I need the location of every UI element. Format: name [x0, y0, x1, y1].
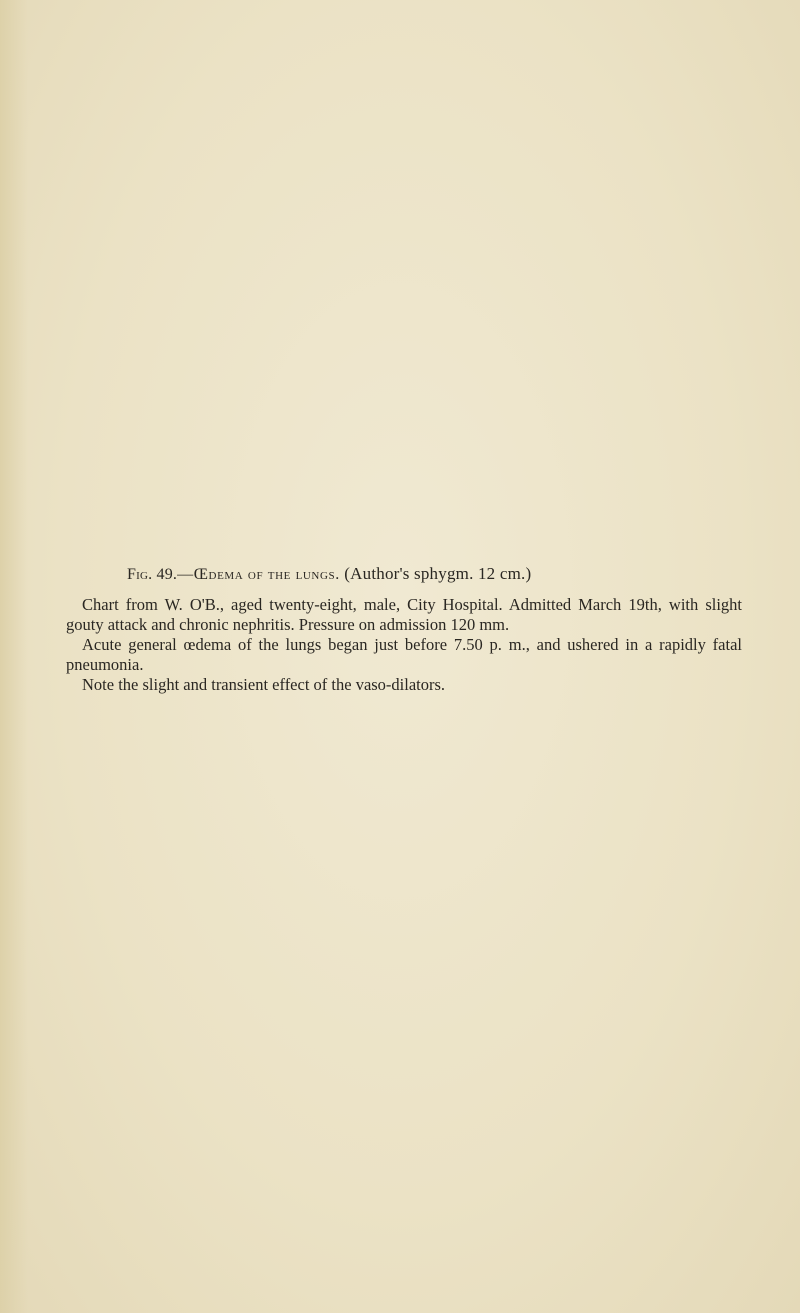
caption-paragraph-3: Note the slight and transient effect of the vaso-dilators.: [82, 675, 446, 694]
figure-caption: [66, 563, 742, 695]
figure-subject: —Œdema of the lungs.: [177, 566, 340, 583]
page-gutter-shadow: [0, 0, 28, 1313]
caption-paragraph-1: Chart from W. O'B., aged twenty-eight, male, City Hospital. Admitted March 19th, with slight gouty attack and chronic nephritis. Pressure on admission 120 mm.: [66, 595, 742, 634]
caption-paragraph-2: Acute general œdema of the lungs began just before 7.50 p. m., and ushered in a rapidly fatal pneumonia.: [66, 635, 742, 674]
figure-title: [66, 563, 742, 586]
figure-note: (Author's sphygm. 12 cm.): [339, 564, 532, 583]
figure-label: Fig. 49.: [127, 566, 178, 583]
